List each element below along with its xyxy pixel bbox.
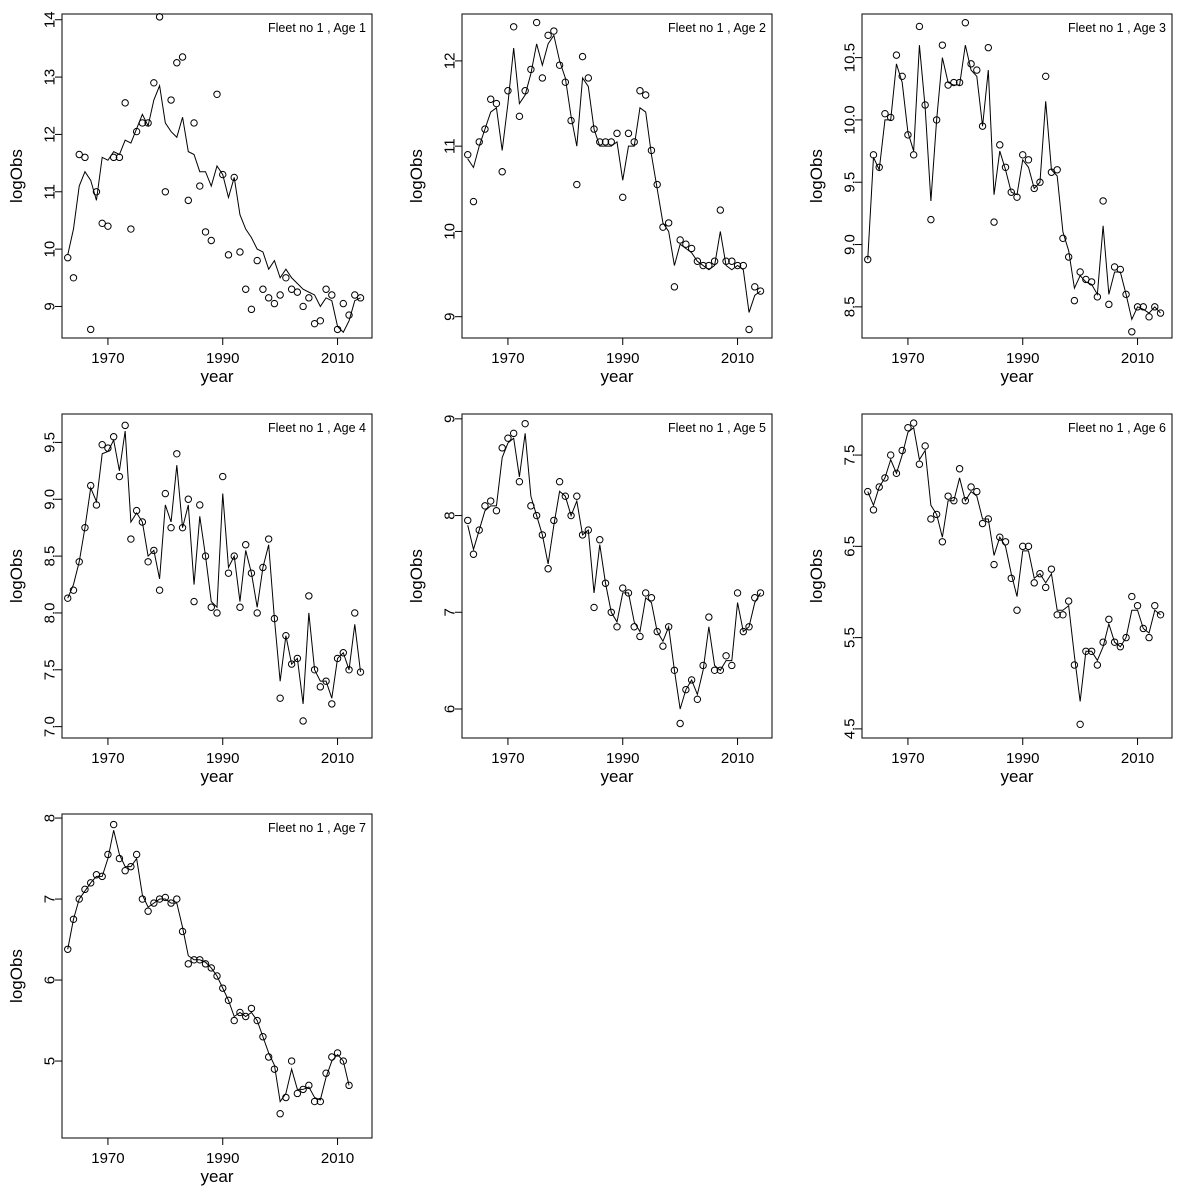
panel-label: Fleet no 1 , Age 5: [668, 421, 766, 435]
y-tick-label: 9.5: [41, 431, 59, 453]
data-point: [482, 503, 488, 509]
data-point: [688, 245, 694, 251]
data-point: [168, 524, 174, 530]
y-axis-title: logObs: [7, 549, 26, 603]
x-tick-label: 2010: [1120, 750, 1155, 767]
data-point: [243, 542, 249, 548]
data-point: [643, 92, 649, 98]
x-axis-title: year: [200, 367, 234, 386]
data-point: [585, 75, 591, 81]
x-axis-title: year: [200, 1167, 234, 1186]
y-tick-label: 11: [41, 183, 59, 200]
data-point: [1048, 566, 1054, 572]
data-point: [340, 300, 346, 306]
data-point: [723, 653, 729, 659]
data-point: [179, 54, 185, 60]
data-point: [752, 284, 758, 290]
data-point: [888, 452, 894, 458]
data-point: [870, 152, 876, 158]
data-point: [208, 604, 214, 610]
panel-label: Fleet no 1 , Age 3: [1068, 21, 1166, 35]
y-tick-label: 8.0: [41, 602, 59, 624]
data-point: [162, 189, 168, 195]
data-point: [122, 100, 128, 106]
data-point: [910, 152, 916, 158]
data-point: [533, 19, 539, 25]
data-point: [1157, 612, 1163, 618]
data-point: [916, 23, 922, 29]
data-point: [922, 443, 928, 449]
data-point: [746, 326, 752, 332]
data-point: [465, 151, 471, 157]
data-point: [1146, 634, 1152, 640]
data-point: [493, 508, 499, 514]
plot-frame: [62, 414, 372, 738]
y-tick-label: 8.5: [41, 545, 59, 567]
data-point: [968, 484, 974, 490]
data-point: [882, 110, 888, 116]
data-point: [665, 220, 671, 226]
data-point: [470, 198, 476, 204]
data-point: [174, 896, 180, 902]
y-tick-label: 10: [41, 240, 59, 258]
data-point: [156, 587, 162, 593]
data-point: [1014, 607, 1020, 613]
x-tick-label: 1990: [1006, 750, 1040, 767]
data-point: [574, 493, 580, 499]
data-point: [243, 286, 249, 292]
data-point: [516, 479, 522, 485]
data-point: [277, 1111, 283, 1117]
data-point: [277, 292, 283, 298]
data-point: [346, 312, 352, 318]
data-point: [625, 130, 631, 136]
scatter-line-plot: [0, 400, 400, 800]
y-tick-label: 8.5: [841, 296, 859, 318]
plot-frame: [462, 414, 772, 738]
y-tick-label: 8: [441, 511, 459, 520]
data-point: [614, 624, 620, 630]
plot-frame: [62, 14, 372, 338]
data-point: [916, 461, 922, 467]
y-tick-label: 9.0: [41, 488, 59, 510]
data-point: [671, 284, 677, 290]
data-point: [706, 614, 712, 620]
data-point: [910, 420, 916, 426]
data-point: [128, 226, 134, 232]
x-tick-label: 1970: [91, 750, 125, 767]
chart-panel: [400, 400, 800, 800]
data-point: [522, 420, 528, 426]
data-point: [956, 466, 962, 472]
data-point: [306, 295, 312, 301]
data-point: [1106, 616, 1112, 622]
data-point: [510, 430, 516, 436]
panel-label: Fleet no 1 , Age 1: [268, 21, 366, 35]
y-tick-label: 9.5: [841, 171, 859, 193]
data-point: [110, 821, 116, 827]
data-point: [974, 67, 980, 73]
data-point: [968, 61, 974, 67]
data-point: [191, 598, 197, 604]
y-tick-label: 7: [41, 894, 59, 904]
data-point: [174, 451, 180, 457]
x-tick-label: 1970: [891, 750, 925, 767]
data-point: [893, 52, 899, 58]
data-point: [476, 139, 482, 145]
panel-label: Fleet no 1 , Age 2: [668, 21, 766, 35]
data-point: [1134, 602, 1140, 608]
data-point: [1054, 167, 1060, 173]
y-tick-label: 8: [41, 813, 59, 823]
plot-frame: [862, 414, 1172, 738]
scatter-line-plot: [800, 400, 1200, 800]
data-point: [283, 275, 289, 281]
data-point: [294, 289, 300, 295]
data-point: [214, 91, 220, 97]
x-tick-label: 2010: [720, 750, 755, 767]
x-tick-label: 1990: [206, 350, 240, 367]
x-axis-title: year: [1000, 367, 1034, 386]
data-point: [174, 60, 180, 66]
data-point: [579, 53, 585, 59]
data-point: [683, 241, 689, 247]
data-point: [997, 142, 1003, 148]
data-point: [1077, 269, 1083, 275]
data-point: [162, 894, 168, 900]
y-tick-label: 9: [441, 312, 459, 321]
data-point: [70, 275, 76, 281]
data-point: [717, 207, 723, 213]
data-point: [197, 502, 203, 508]
data-point: [694, 696, 700, 702]
y-axis-title: logObs: [407, 549, 426, 603]
data-point: [116, 473, 122, 479]
data-point: [352, 610, 358, 616]
data-point: [1106, 301, 1112, 307]
x-axis-title: year: [1000, 767, 1034, 786]
panel-label: Fleet no 1 , Age 4: [268, 421, 366, 435]
y-tick-label: 12: [41, 126, 59, 143]
data-point: [545, 32, 551, 38]
scatter-line-plot: [0, 0, 400, 400]
chart-panel: [0, 800, 400, 1200]
data-point: [545, 566, 551, 572]
data-point: [945, 493, 951, 499]
data-point: [488, 498, 494, 504]
data-point: [260, 286, 266, 292]
data-point: [1129, 593, 1135, 599]
data-point: [660, 643, 666, 649]
data-point: [225, 570, 231, 576]
y-axis-title: logObs: [7, 149, 26, 203]
data-point: [265, 295, 271, 301]
data-point: [591, 604, 597, 610]
y-tick-label: 6: [441, 704, 459, 714]
data-point: [677, 237, 683, 243]
data-point: [156, 14, 162, 20]
data-point: [1025, 157, 1031, 163]
data-point: [677, 720, 683, 726]
scatter-line-plot: [0, 800, 400, 1200]
data-point: [556, 479, 562, 485]
data-point: [237, 604, 243, 610]
data-point: [1065, 598, 1071, 604]
data-point: [729, 662, 735, 668]
y-tick-label: 13: [41, 68, 59, 86]
data-point: [1094, 662, 1100, 668]
data-point: [505, 435, 511, 441]
data-point: [620, 194, 626, 200]
x-tick-label: 1970: [91, 350, 125, 367]
data-point: [928, 216, 934, 222]
data-point: [191, 120, 197, 126]
data-point: [470, 551, 476, 557]
y-tick-label: 10.0: [841, 105, 859, 135]
data-point: [539, 75, 545, 81]
data-point: [1065, 254, 1071, 260]
data-point: [939, 42, 945, 48]
fitted-line: [68, 431, 361, 704]
y-tick-label: 5: [41, 1056, 59, 1066]
data-point: [631, 624, 637, 630]
data-point: [1077, 721, 1083, 727]
y-tick-label: 4.5: [841, 718, 859, 740]
data-point: [643, 590, 649, 596]
data-point: [168, 97, 174, 103]
data-point: [248, 306, 254, 312]
y-axis-title: logObs: [807, 149, 826, 203]
data-point: [1100, 198, 1106, 204]
y-tick-label: 6: [41, 975, 59, 985]
data-point: [991, 561, 997, 567]
data-point: [220, 473, 226, 479]
y-tick-label: 6.5: [841, 535, 859, 557]
data-point: [208, 237, 214, 243]
data-point: [185, 961, 191, 967]
data-point: [323, 286, 329, 292]
fitted-line: [468, 35, 761, 312]
data-point: [1100, 639, 1106, 645]
data-point: [254, 610, 260, 616]
chart-panel: [800, 0, 1200, 400]
y-tick-label: 14: [41, 11, 59, 29]
data-point: [905, 424, 911, 430]
panel-label: Fleet no 1 , Age 6: [1068, 421, 1166, 435]
y-axis-title: logObs: [807, 549, 826, 603]
y-tick-label: 9: [41, 302, 59, 311]
fitted-line: [868, 45, 1161, 319]
data-point: [271, 300, 277, 306]
y-tick-label: 10: [441, 223, 459, 240]
chart-panel: [0, 0, 400, 400]
x-tick-label: 1970: [491, 350, 525, 367]
y-tick-label: 10.5: [841, 43, 859, 73]
x-tick-label: 2010: [720, 350, 755, 367]
x-tick-label: 1970: [891, 350, 925, 367]
y-tick-label: 7: [441, 608, 459, 617]
data-point: [752, 595, 758, 601]
data-point: [145, 908, 151, 914]
x-tick-label: 1990: [206, 750, 240, 767]
data-point: [329, 701, 335, 707]
data-point: [1031, 580, 1037, 586]
data-point: [237, 249, 243, 255]
data-point: [145, 559, 151, 565]
data-point: [122, 868, 128, 874]
x-axis-title: year: [600, 767, 634, 786]
data-point: [648, 595, 654, 601]
data-point: [151, 80, 157, 86]
x-axis-title: year: [600, 367, 634, 386]
y-axis-title: logObs: [7, 949, 26, 1003]
y-tick-label: 9.0: [841, 234, 859, 255]
x-tick-label: 2010: [320, 350, 355, 367]
data-point: [1071, 297, 1077, 303]
data-point: [1008, 575, 1014, 581]
scatter-line-plot: [800, 0, 1200, 400]
data-point: [88, 326, 94, 332]
data-point: [979, 520, 985, 526]
data-point: [248, 1005, 254, 1011]
data-point: [516, 113, 522, 119]
data-point: [1002, 539, 1008, 545]
data-point: [465, 517, 471, 523]
data-point: [82, 154, 88, 160]
data-point: [214, 610, 220, 616]
data-point: [505, 88, 511, 94]
x-axis-title: year: [200, 767, 234, 786]
data-point: [522, 88, 528, 94]
panel-label: Fleet no 1 , Age 7: [268, 821, 366, 835]
x-tick-label: 1970: [491, 750, 525, 767]
y-tick-label: 11: [441, 138, 459, 154]
data-point: [288, 1058, 294, 1064]
y-tick-label: 9: [441, 414, 459, 424]
data-point: [277, 695, 283, 701]
y-tick-label: 12: [441, 52, 459, 70]
scatter-line-plot: [400, 0, 800, 400]
data-point: [614, 130, 620, 136]
plot-frame: [462, 14, 772, 338]
data-point: [928, 516, 934, 522]
data-point: [974, 488, 980, 494]
x-tick-label: 2010: [320, 750, 355, 767]
plot-frame: [862, 14, 1172, 338]
data-point: [1129, 329, 1135, 335]
data-point: [499, 169, 505, 175]
y-tick-label: 5.5: [841, 627, 859, 649]
data-point: [528, 503, 534, 509]
x-tick-label: 1990: [606, 750, 640, 767]
fitted-line: [68, 86, 361, 333]
data-point: [346, 1082, 352, 1088]
x-tick-label: 1990: [606, 350, 640, 367]
data-point: [899, 447, 905, 453]
y-tick-label: 7.0: [41, 716, 59, 738]
y-tick-label: 7.5: [41, 659, 59, 681]
chart-panel: [400, 0, 800, 400]
scatter-line-plot: [400, 400, 800, 800]
data-point: [1020, 152, 1026, 158]
data-point: [265, 536, 271, 542]
data-point: [329, 1054, 335, 1060]
data-point: [597, 537, 603, 543]
data-point: [329, 292, 335, 298]
data-point: [185, 197, 191, 203]
data-point: [300, 718, 306, 724]
data-point: [574, 181, 580, 187]
data-point: [1071, 662, 1077, 668]
y-tick-label: 7.5: [841, 444, 859, 466]
y-axis-title: logObs: [407, 149, 426, 203]
data-point: [734, 590, 740, 596]
data-point: [939, 539, 945, 545]
data-point: [317, 684, 323, 690]
data-point: [197, 183, 203, 189]
data-point: [870, 507, 876, 513]
data-point: [1146, 314, 1152, 320]
data-point: [637, 88, 643, 94]
x-tick-label: 1990: [1006, 350, 1040, 367]
data-point: [323, 1070, 329, 1076]
data-point: [499, 445, 505, 451]
data-point: [488, 96, 494, 102]
data-point: [185, 496, 191, 502]
data-point: [122, 422, 128, 428]
data-point: [510, 24, 516, 30]
chart-panel: [800, 400, 1200, 800]
data-point: [306, 593, 312, 599]
data-point: [620, 585, 626, 591]
x-tick-label: 1970: [91, 1150, 125, 1167]
data-point: [985, 44, 991, 50]
data-point: [551, 28, 557, 34]
data-point: [231, 1017, 237, 1023]
data-point: [300, 303, 306, 309]
data-point: [637, 633, 643, 639]
data-point: [283, 1094, 289, 1100]
x-tick-label: 1990: [206, 1150, 240, 1167]
data-point: [202, 229, 208, 235]
data-point: [556, 62, 562, 68]
data-point: [493, 100, 499, 106]
data-point: [225, 252, 231, 258]
data-point: [133, 851, 139, 857]
fitted-line: [868, 428, 1161, 702]
data-point: [294, 1090, 300, 1096]
chart-panel: [0, 400, 400, 800]
data-point: [110, 434, 116, 440]
data-point: [162, 490, 168, 496]
data-point: [254, 257, 260, 263]
data-point: [317, 318, 323, 324]
data-point: [962, 20, 968, 26]
data-point: [660, 224, 666, 230]
data-point: [65, 255, 71, 261]
x-tick-label: 2010: [320, 1150, 355, 1167]
data-point: [991, 219, 997, 225]
data-point: [1043, 584, 1049, 590]
data-point: [128, 536, 134, 542]
data-point: [105, 223, 111, 229]
data-point: [1152, 602, 1158, 608]
data-point: [1043, 73, 1049, 79]
x-tick-label: 2010: [1120, 350, 1155, 367]
